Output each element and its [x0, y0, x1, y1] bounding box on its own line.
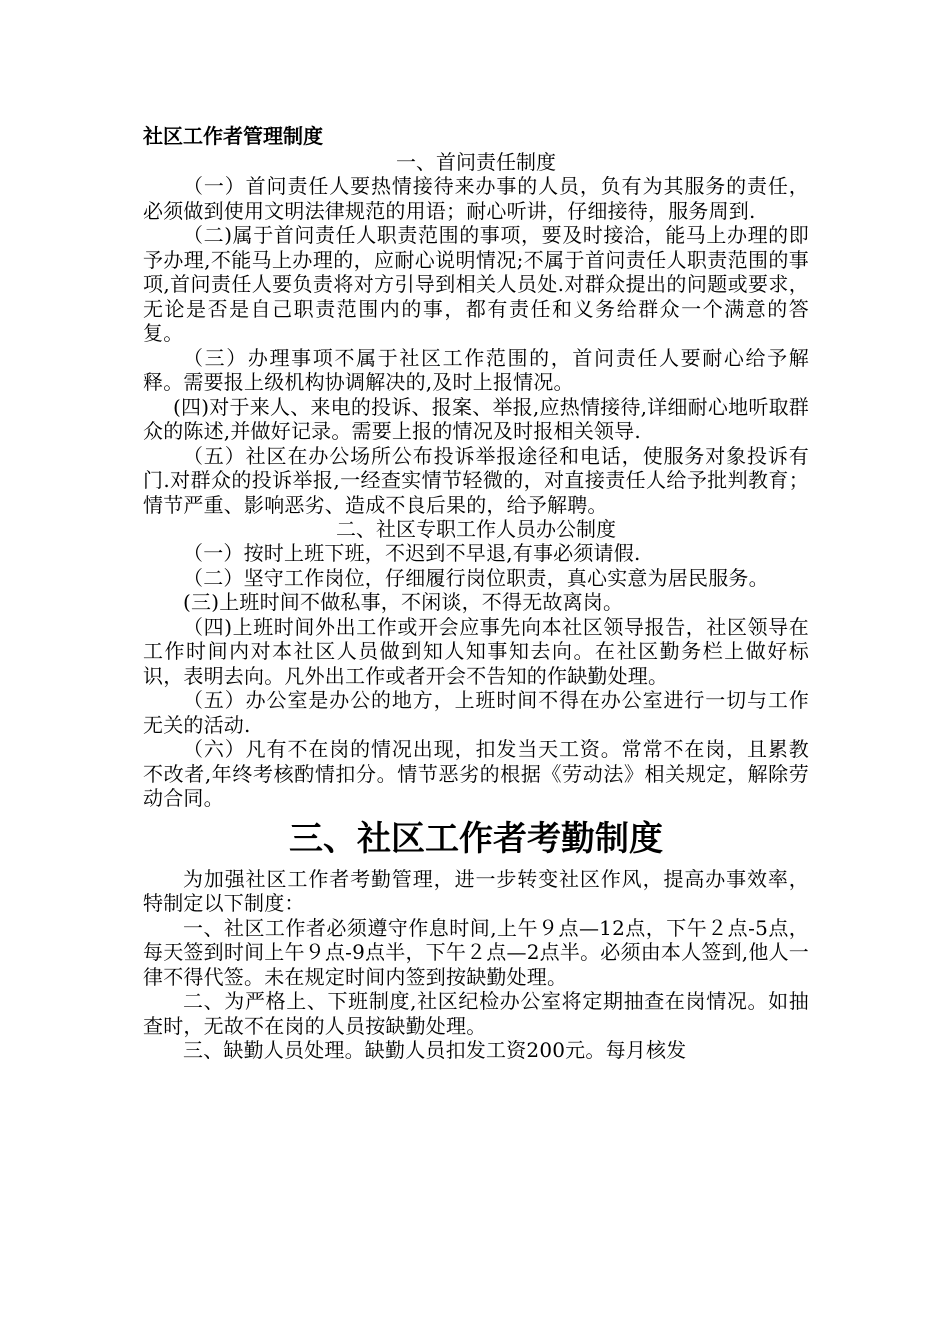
paragraph: 一、社区工作者必须遵守作息时间,上午９点—12点，下午２点-5点，每天签到时间上午９点-9点半，下午２点—2点半。必须由本人签到,他人一律不得代签。未在规定时间内签到按缺勤处理。: [143, 915, 809, 989]
paragraph: (四)对于来人、来电的投诉、报案、举报,应热情接待,详细耐心地听取群众的陈述,并做好记录。需要上报的情况及时报相关领导.: [143, 394, 809, 443]
document-title: 社区工作者管理制度: [143, 124, 323, 148]
paragraph: (三)上班时间不做私事，不闲谈，不得无故离岗。: [183, 590, 624, 614]
paragraph: （一）首问责任人要热情接待来办事的人员，负有为其服务的责任，必须做到使用文明法律规范的用语；耐心听讲，仔细接待，服务周到.: [143, 174, 809, 223]
section-2-heading: 二、社区专职工作人员办公制度: [336, 517, 616, 541]
paragraph: 为加强社区工作者考勤管理，进一步转变社区作风，提高办事效率，特制定以下制度：: [143, 866, 809, 915]
paragraph: （六）凡有不在岗的情况出现，扣发当天工资。常常不在岗，且累教不改者,年终考核酌情扣分。情节恶劣的根据《劳动法》相关规定，解除劳动合同。: [143, 737, 809, 810]
document-page: [143, 122, 809, 1063]
paragraph: （四)上班时间外出工作或开会应事先向本社区领导报告，社区领导在工作时间内对本社区人员做到知人知事知去向。在社区勤务栏上做好标识，表明去向。凡外出工作或者开会不告知的作缺勤处理。: [143, 614, 809, 688]
paragraph: （五）办公室是办公的地方，上班时间不得在办公室进行一切与工作无关的活动.: [143, 688, 809, 737]
paragraph: 二、为严格上、下班制度,社区纪检办公室将定期抽查在岗情况。如抽查时，无故不在岗的人员按缺勤处理。: [143, 989, 809, 1038]
section-1-heading: 一、首问责任制度: [396, 150, 556, 174]
section-3-heading: 三、社区工作者考勤制度: [289, 818, 663, 859]
paragraph: （五）社区在办公场所公布投诉举报途径和电话，使服务对象投诉有门.对群众的投诉举报,一经查实情节轻微的，对直接责任人给予批判教育；情节严重、影响恶劣、造成不良后果的，给予解聘。: [143, 443, 809, 517]
paragraph: （三）办理事项不属于社区工作范围的，首问责任人要耐心给予解释。需要报上级机构协调解决的,及时上报情况。: [143, 345, 809, 394]
paragraph: （一）按时上班下班，不迟到不早退,有事必须请假.: [183, 541, 641, 565]
paragraph: 三、缺勤人员处理。缺勤人员扣发工资200元。每月核发: [183, 1038, 687, 1062]
paragraph: （二)属于首问责任人职责范围的事项，要及时接洽，能马上办理的即予办理,不能马上办理的，应耐心说明情况;不属于首问责任人职责范围的事项,首问责任人要负责将对方引导到相关人员处.对群众提出的问题或要求，无论是否是自己职责范围内的事，都有责任和义务给群众一个满意的答复。: [143, 223, 809, 345]
paragraph: （二）坚守工作岗位，仔细履行岗位职责，真心实意为居民服务。: [183, 565, 769, 590]
